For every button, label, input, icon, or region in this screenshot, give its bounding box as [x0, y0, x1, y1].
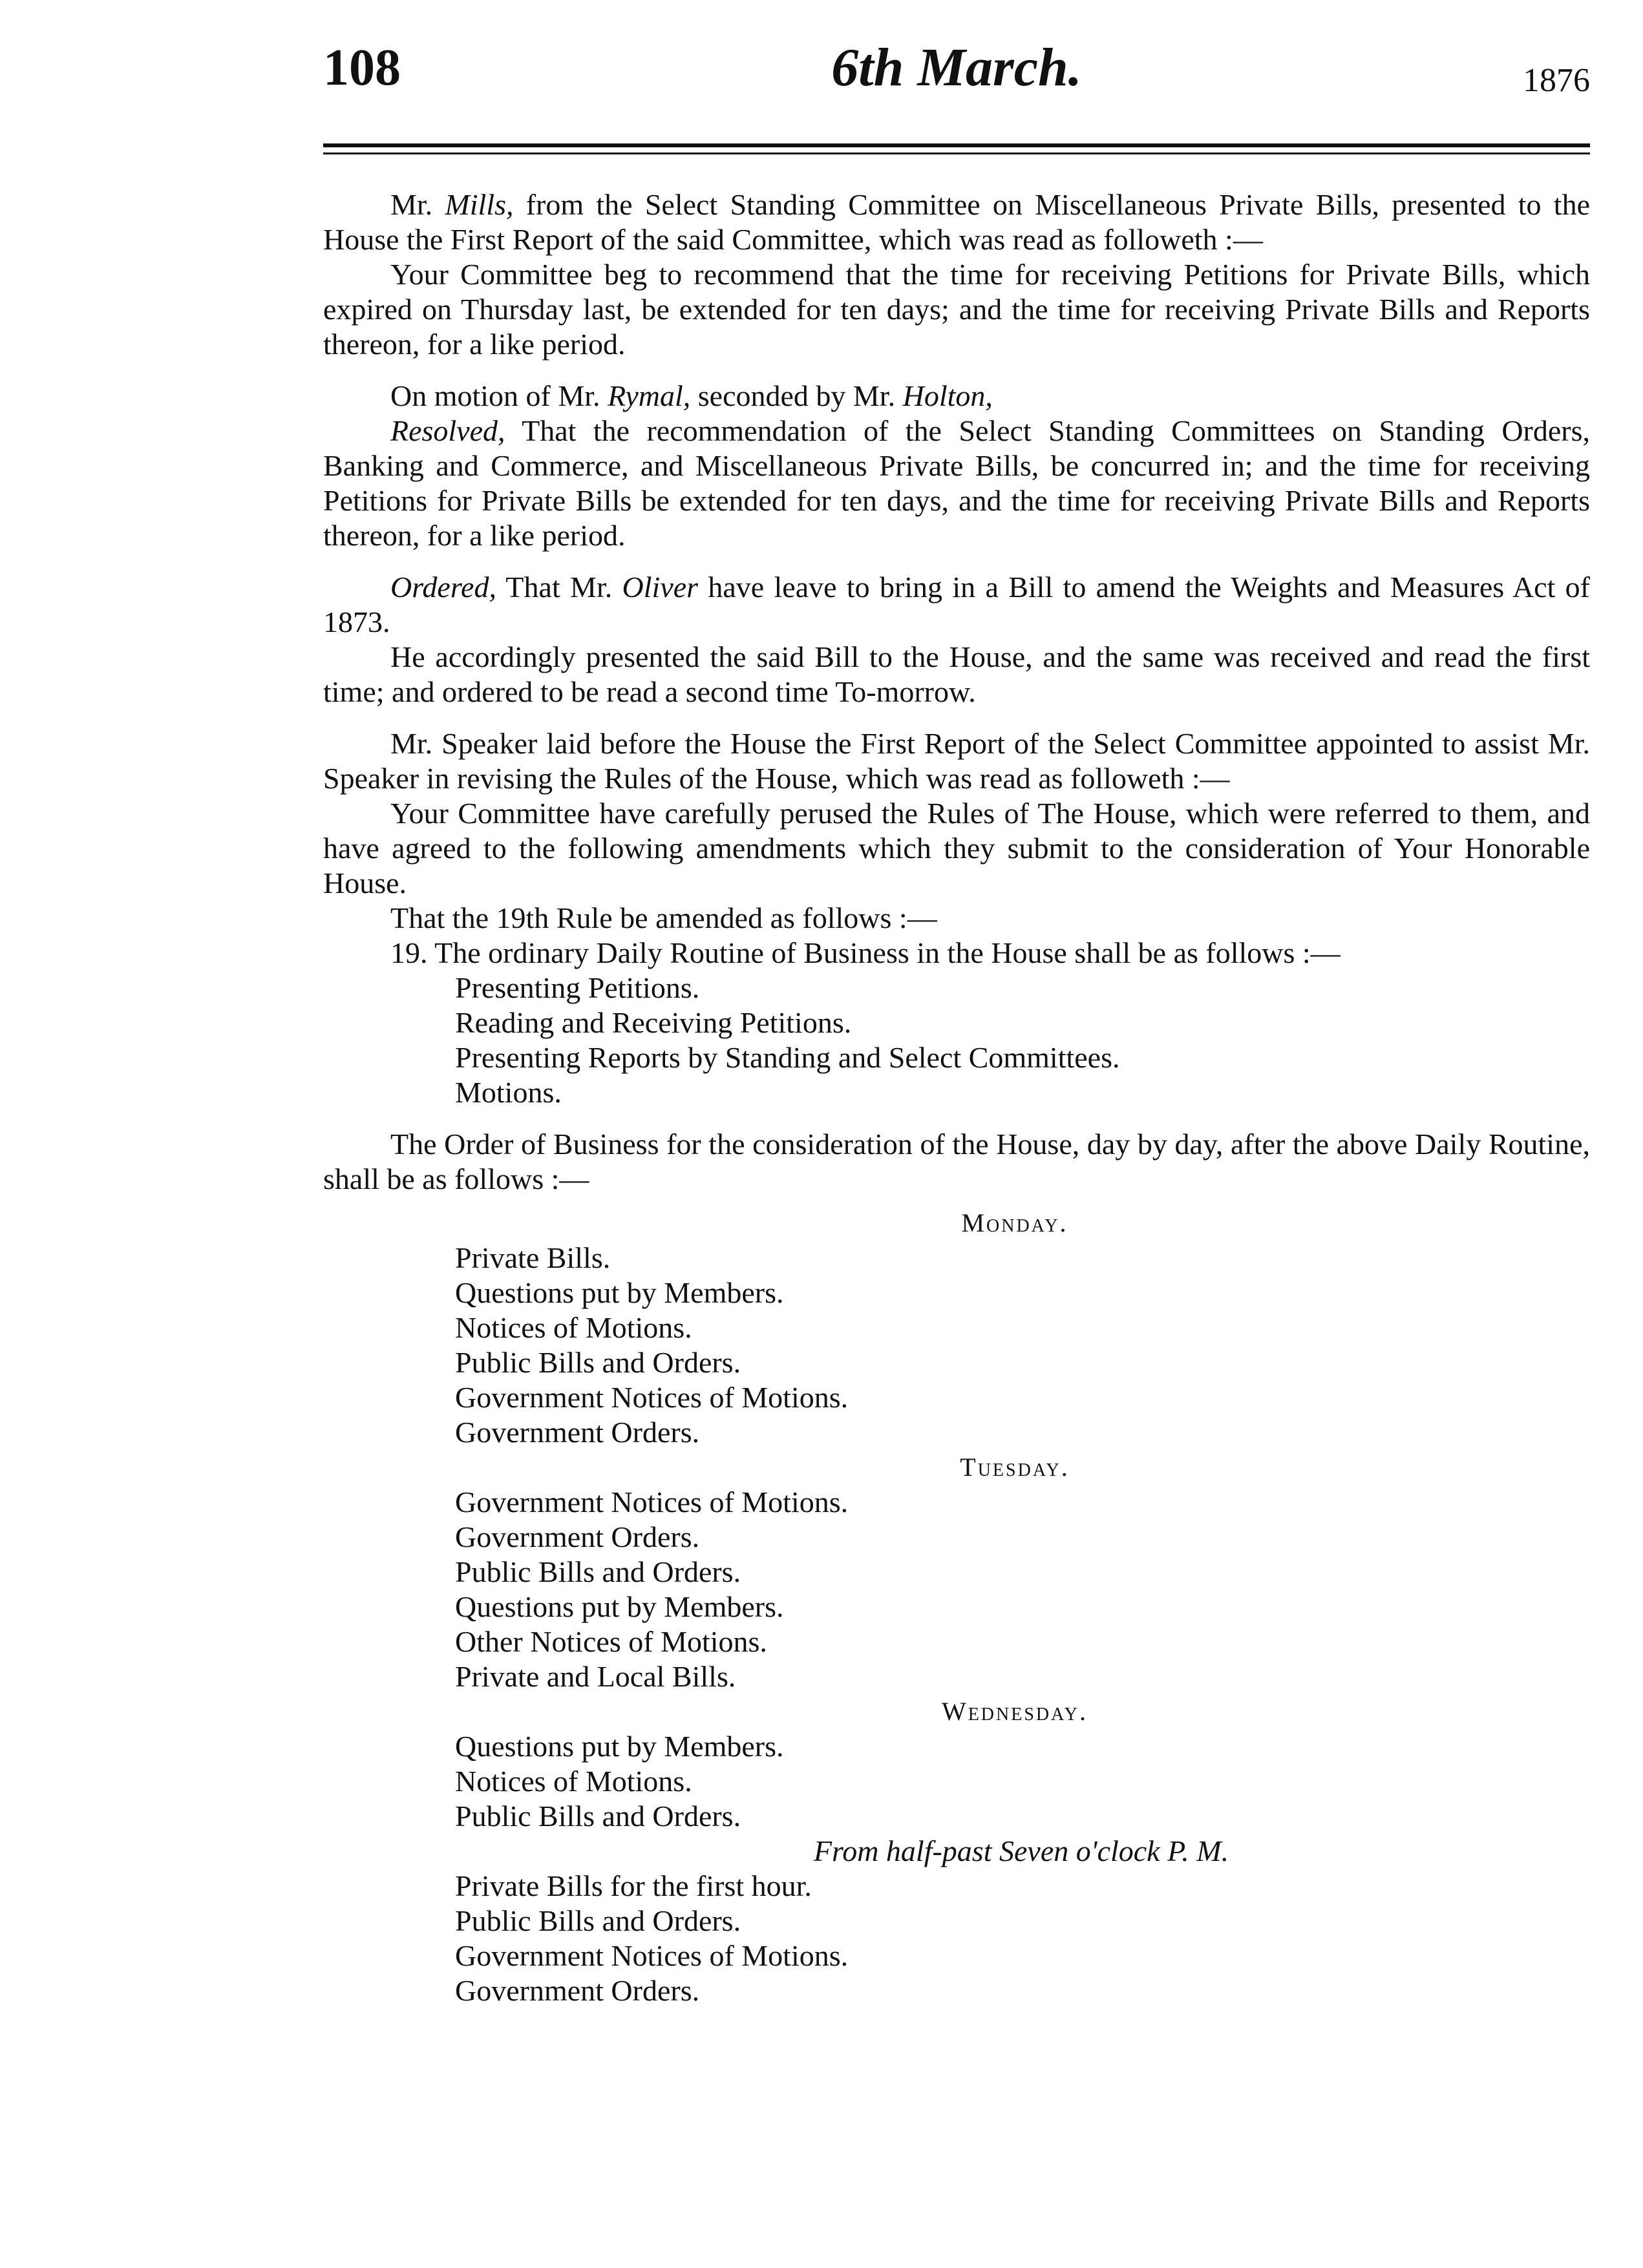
- page-year: 1876: [1523, 62, 1590, 99]
- list-item: Public Bills and Orders.: [455, 1346, 741, 1379]
- list-item: Government Notices of Motions.: [455, 1381, 849, 1414]
- text: On motion of Mr.: [390, 379, 608, 412]
- text: have leave to bring in a Bill to amend the Weights and Measures Act of 1873.: [323, 571, 1590, 638]
- day-heading-wednesday: Wednesday.: [941, 1697, 1088, 1726]
- list-item: Questions put by Members.: [455, 1730, 784, 1763]
- list-item: Public Bills and Orders.: [455, 1904, 741, 1937]
- paragraph-order-of-business: The Order of Business for the consideration of the House, day by day, after the above Daily Routine, shall be as follows :—: [323, 1128, 1590, 1195]
- mover-name: Rymal,: [608, 379, 691, 412]
- page-number: 108: [323, 39, 401, 96]
- member-name: Oliver: [622, 571, 699, 604]
- paragraph-speaker-report: Mr. Speaker laid before the House the First Report of the Select Committee appointed to assist Mr. Speaker in revising the Rules of the House, which was read as followeth :—: [323, 727, 1590, 795]
- list-item: Private Bills for the first hour.: [455, 1869, 812, 1902]
- list-item: Notices of Motions.: [455, 1765, 692, 1798]
- list-item: Public Bills and Orders.: [455, 1800, 741, 1832]
- list-item: Government Orders.: [455, 1974, 700, 2007]
- list-item: Presenting Reports by Standing and Select Committees.: [455, 1041, 1120, 1074]
- header-rule-thin: [323, 152, 1590, 154]
- resolved-label: Resolved,: [390, 414, 505, 447]
- list-item: Questions put by Members.: [455, 1276, 784, 1309]
- list-item: Other Notices of Motions.: [455, 1625, 767, 1658]
- ordered-label: Ordered,: [390, 571, 496, 604]
- list-item: Public Bills and Orders.: [455, 1555, 741, 1588]
- list-item: Private Bills.: [455, 1241, 611, 1274]
- day-heading-monday: Monday.: [961, 1208, 1068, 1237]
- list-item: Questions put by Members.: [455, 1590, 784, 1623]
- list-item: Motions.: [455, 1076, 562, 1109]
- list-item: Government Notices of Motions.: [455, 1486, 849, 1518]
- page-body: [323, 187, 1590, 2008]
- paragraph-resolved: [323, 414, 1590, 553]
- text: That the recommendation of the Select Standing Committees on Standing Orders, Banking and Commerce, and Miscellaneous Private Bills, be concurred in; and the time for receiving Petitions for Private Bills be extended for ten days, and the time for receiving Private Bills and Reports thereon, for a like period.: [323, 414, 1590, 552]
- paragraph-bill-presented: He accordingly presented the said Bill to the House, and the same was received and read the first time; and ordered to be read a second time To-morrow.: [323, 640, 1590, 708]
- list-item: Government Orders.: [455, 1416, 700, 1449]
- day-heading-tuesday: Tuesday.: [960, 1453, 1070, 1482]
- list-item: Government Orders.: [455, 1520, 700, 1553]
- daily-routine-list: [323, 971, 1590, 1110]
- list-item: Reading and Receiving Petitions.: [455, 1006, 852, 1039]
- wednesday-evening-list: [323, 1869, 1590, 2008]
- text: Mr.: [390, 188, 445, 221]
- paragraph-rule-19-amended: That the 19th Rule be amended as follows :—: [390, 901, 937, 934]
- paragraph-committee-recommendation: Your Committee beg to recommend that the time for receiving Petitions for Private Bills, which expired on Thursday last, be extended for ten days; and the time for receiving Private Bills and Reports thereon, for a like period.: [323, 258, 1590, 361]
- text: from the Select Standing Committee on Miscellaneous Private Bills, presented to the House the First Report of the said Committee, which was read as followeth :—: [323, 188, 1590, 256]
- paragraph-mills-report: [323, 187, 1590, 257]
- paragraph-rules-perused: Your Committee have carefully perused the Rules of The House, which were referred to them, and have agreed to the following amendments which they submit to the consideration of Your Honorable House.: [323, 797, 1590, 899]
- header-rule-thick: [323, 143, 1590, 147]
- page-header: [323, 26, 1590, 110]
- text: seconded by Mr.: [690, 379, 903, 412]
- wednesday-list: [323, 1729, 1590, 1834]
- tuesday-list: [323, 1485, 1590, 1694]
- list-item: Notices of Motions.: [455, 1311, 692, 1344]
- list-item: Government Notices of Motions.: [455, 1939, 849, 1972]
- monday-list: [323, 1241, 1590, 1450]
- paragraph-ordered: [323, 570, 1590, 640]
- paragraph-motion: [323, 379, 1590, 414]
- list-item: Presenting Petitions.: [455, 971, 700, 1004]
- paragraph-rule-19: 19. The ordinary Daily Routine of Business in the House shall be as follows :—: [390, 936, 1341, 969]
- wednesday-evening-heading: From half-past Seven o'clock P. M.: [813, 1834, 1229, 1867]
- text: That Mr.: [496, 571, 622, 604]
- page-date: 6th March.: [831, 37, 1082, 98]
- seconder-name: Holton,: [902, 379, 993, 412]
- speaker-name: Mills,: [445, 188, 514, 221]
- list-item: Private and Local Bills.: [455, 1660, 736, 1693]
